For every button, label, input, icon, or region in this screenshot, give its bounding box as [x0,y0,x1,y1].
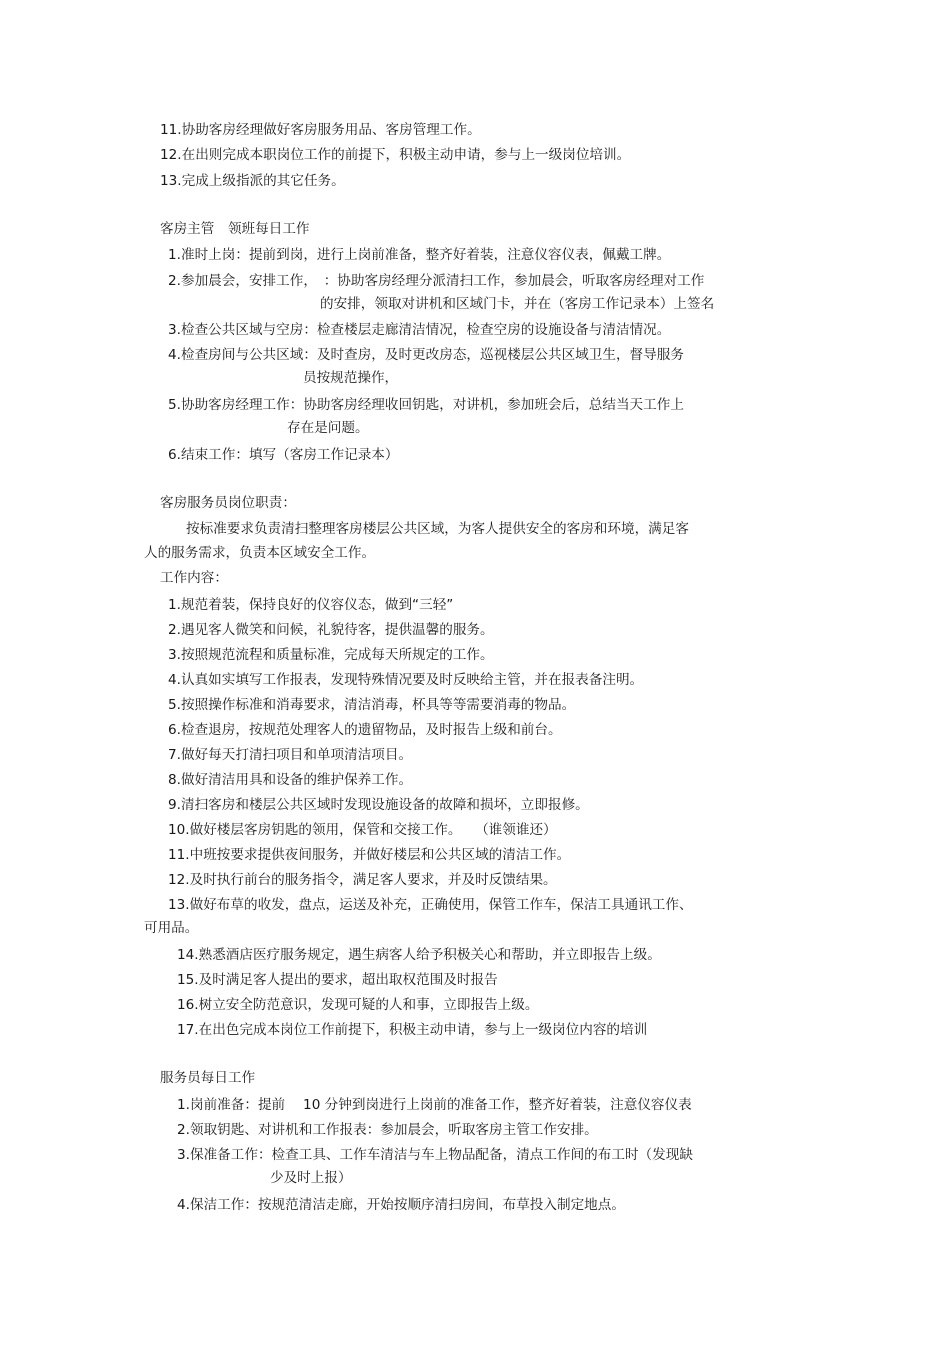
list-item: 6.结束工作：填写（客房工作记录本） [168,447,399,463]
list-item: 15.及时满足客人提出的要求，超出取权范围及时报告 [177,972,498,988]
list-item-continuation: 可用品。 [144,920,199,936]
list-item: 2.领取钥匙、对讲机和工作报表：参加晨会，听取客房主管工作安排。 [177,1122,598,1138]
summary-paragraph-continuation: 人的服务需求，负责本区域安全工作。 [144,545,376,561]
list-item: 7.做好每天打清扫项目和单项清洁项目。 [168,747,413,763]
list-item: 5.协助客房经理工作：协助客房经理收回钥匙，对讲机，参加班会后，总结当天工作上 [168,397,684,413]
list-item: 1.准时上岗：提前到岗，进行上岗前准备，整齐好着装，注意仪容仪表，佩戴工牌。 [168,247,671,263]
list-item: 11.中班按要求提供夜间服务，并做好楼层和公共区域的清洁工作。 [168,847,571,863]
list-item: 12.及时执行前台的服务指令，满足客人要求，并及时反馈结果。 [168,872,557,888]
section-heading: 服务员每日工作 [160,1070,256,1086]
list-item: 3.检查公共区域与空房：检查楼层走廊清洁情况，检查空房的设施设备与清洁情况。 [168,322,671,338]
list-item: 6.检查退房，按规范处理客人的遗留物品，及时报告上级和前台。 [168,722,562,738]
list-item: 16.树立安全防范意识，发现可疑的人和事，立即报告上级。 [177,997,539,1013]
list-item: 17.在出色完成本岗位工作前提下，积极主动申请，参与上一级岗位内容的培训 [177,1022,648,1038]
list-item: 4.保洁工作：按规范清洁走廊，开始按顺序清扫房间，布草投入制定地点。 [177,1197,625,1213]
list-item: 14.熟悉酒店医疗服务规定，遇生病客人给予积极关心和帮助，并立即报告上级。 [177,947,661,963]
list-item-continuation: 员按规范操作， [303,370,399,386]
summary-paragraph: 按标准要求负责清扫整理客房楼层公共区域，为客人提供安全的客房和环境，满足客 [186,521,689,537]
list-item: 3.保准备工作：检查工具、工作车清洁与车上物品配备，清点工作间的布工时（发现缺 [177,1147,693,1163]
list-item: 3.按照规范流程和质量标准，完成每天所规定的工作。 [168,647,494,663]
list-item: 8.做好清洁用具和设备的维护保养工作。 [168,772,413,788]
list-item: 2.遇见客人微笑和问候，礼貌待客，提供温馨的服务。 [168,622,494,638]
list-item: 1.规范着装，保持良好的仪容仪态，做到“三轻” [168,597,454,613]
list-item: 5.按照操作标准和消毒要求，清洁消毒，杯具等等需要消毒的物品。 [168,697,576,713]
list-item-continuation: 存在是问题。 [287,420,369,436]
list-item: 12.在出则完成本职岗位工作的前提下，积极主动申请，参与上一级岗位培训。 [160,147,631,163]
list-item: 13.做好布草的收发，盘点，运送及补充，正确使用，保管工作车，保洁工具通讯工作、 [168,897,693,913]
list-item: 4.检查房间与公共区域：及时查房，及时更改房态，巡视楼层公共区域卫生，督导服务 [168,347,684,363]
list-item-continuation: 少及时上报） [270,1170,352,1186]
list-item: 4.认真如实填写工作报表，发现特殊情况要及时反映给主管，并在报表备注明。 [168,672,644,688]
section-heading: 客房主管 领班每日工作 [160,221,310,237]
list-item: 13.完成上级指派的其它任务。 [160,173,345,189]
list-item: 1.岗前准备：提前 10 分钟到岗进行上岗前的准备工作，整齐好着装，注意仪容仪表 [177,1097,692,1113]
list-item: 10.做好楼层客房钥匙的领用，保管和交接工作。 （谁领谁还） [168,822,557,838]
section-heading: 客房服务员岗位职责： [160,495,296,511]
list-item-continuation: 的安排，领取对讲机和区域门卡，并在（客房工作记录本）上签名 [320,296,715,312]
list-item: 11.协助客房经理做好客房服务用品、客房管理工作。 [160,122,481,138]
content-label: 工作内容： [160,570,228,586]
list-item: 2.参加晨会，安排工作， ：协助客房经理分派清扫工作，参加晨会，听取客房经理对工作 [168,273,705,289]
list-item: 9.清扫客房和楼层公共区域时发现设施设备的故障和损坏，立即报修。 [168,797,589,813]
